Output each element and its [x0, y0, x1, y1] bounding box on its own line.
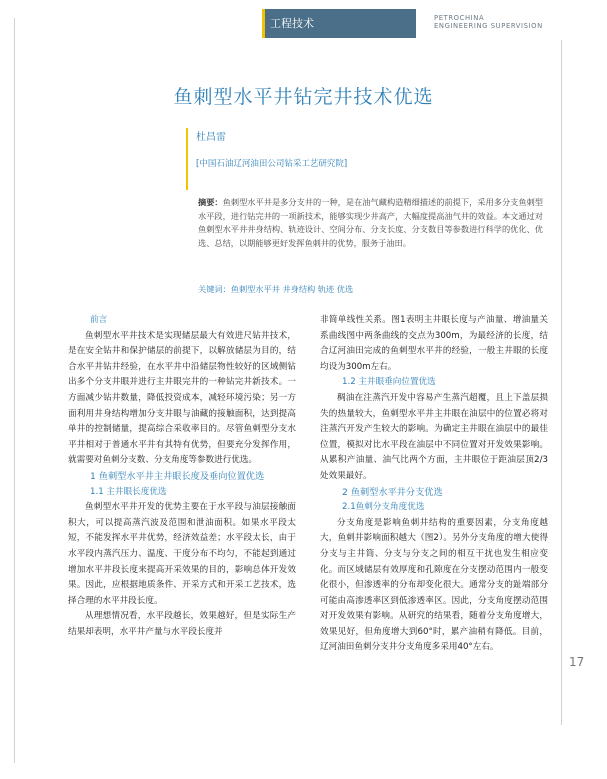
abstract-label: 摘要： — [198, 197, 223, 207]
section-heading-1: 1 鱼刺型水平井主井眼长度及垂向位置优选 — [90, 470, 265, 482]
keywords: 关键词：鱼刺型水平井 井身结构 轨迹 优选 — [198, 284, 354, 294]
body-column-right — [320, 313, 548, 656]
abstract — [198, 196, 543, 250]
section-heading-2: 2 鱼刺型水平井分支优选 — [342, 486, 443, 498]
author-accent-bar — [186, 128, 188, 190]
preface-heading: 前言 — [90, 315, 108, 325]
body-column-left — [68, 313, 296, 640]
journal-name-line1: PETROCHINA — [434, 14, 485, 22]
paragraph-preface: 鱼刺型水平井技术是实现储层最大有效进尺钻井技术，是在安全钻井和保护储层的前提下，以解放储层为目的，结合水平井钻井经验，在水平井中沿储层物性较好的区域侧钻出多个分支井眼并进行主井眼完井的一种钻完井新技术。一方面减少钻井数量，降低投资成本，减轻环境污染；另一方面利用井身结构增加分支井眼与油藏的接触面积，达到提高单井的控制储量，提高综合采收率目的。尽管鱼刺型分支水平井相对于普通水平井有其特有优势，但要充分发挥作用，就需要对鱼刺分支数、分支角度等参数进行优选。 — [68, 330, 296, 466]
paragraph-1-1: 鱼刺型水平井开发的优势主要在于水平段与油层接触面积大，可以提高蒸汽波及范围和泄油面积。如果水平段太短，不能发挥水平井优势，经济效益差；水平段太长，由于水平段内蒸汽压力、温度、干度分布不均匀，不能起到通过增加水平井段长度来提高开采效果的目的，影响总体开发效果。因此，应根据地质条件、开采方式和开采工艺技术，选择合理的水平井段长度。 — [68, 502, 296, 606]
subsection-heading-2-1: 2.1鱼刺分支角度优选 — [342, 502, 425, 513]
journal-name-line2: ENGINEERING SUPERVISION — [434, 22, 543, 30]
journal-name — [434, 14, 554, 30]
page-number: 17 — [569, 655, 585, 669]
abstract-text: 鱼刺型水平井是多分支井的一种，是在油气藏构造精细描述的前提下，采用多分支鱼刺型水平段，进行钻完井的一项新技术，能够实现少井高产，大幅度提高油气井的效益。本文通过对鱼刺型水平井井身结构、轨迹设计、空间分布、分支长度、分支数目等参数进行科学的优化、优选、总结，以期能够更好发挥鱼刺井的优势，服务于油田。 — [198, 197, 543, 248]
author-name: 杜昌雷 — [196, 132, 226, 143]
subsection-heading-1-2: 1.2 主井眼垂向位置优选 — [342, 377, 436, 388]
paragraph-1-2: 稠油在注蒸汽开发中容易产生蒸汽超覆，且上下盖层损失的热量较大，鱼刺型水平井主井眼在油层中的位置必将对注蒸汽开发产生较大的影响。为确定主井眼在油层中的最佳位置，模拟对比水平段在油层中不同位置对开发效果影响。从累积产油量、油气比两个方面，主井眼位于距油层顶2/3处效果最好。 — [320, 392, 548, 481]
right-margin-rule — [561, 40, 562, 725]
paragraph-1-1-cont: 从理想情况看，水平段越长，效果越好，但是实际生产结果却表明，水平井产量与水平段长度并 — [68, 611, 296, 637]
left-margin-rule — [14, 18, 15, 763]
article-title: 鱼刺型水平井钻完井技术优选 — [173, 86, 434, 108]
paragraph-1-1-end: 非简单线性关系。图1表明主井眼长度与产油量、增油量关系曲线图中两条曲线的交点为300m，为最经济的长度，结合辽河油田完成的鱼刺型水平井的经验，一般主井眼的长度均设为300m左右。 — [320, 315, 548, 372]
section-tab-accent — [262, 9, 265, 38]
paragraph-2-1: 分支角度是影响鱼刺井结构的重要因素，分支角度越大，鱼刺井影响面积越大（图2）。另外分支角度的增大使得分支与主井筒、分支与分支之间的相互干扰也发生相应变化。而区域储层有效厚度和孔隙度在分支摆动范围内一般变化很小，但渗透率的分布却变化很大。通常分支的趾端部分可能由高渗透率区到低渗透率区。因此，分支角度摆动范围对开发效果有影响。从研究的结果看，随着分支角度增大，效果见好，但角度增大到60°时，累产油稍有降低。目前，辽河油田鱼刺分支井分支角度多采用40°左右。 — [320, 517, 548, 653]
section-label: 工程技术 — [270, 17, 314, 30]
subsection-heading-1-1: 1.1 主井眼长度优选 — [90, 486, 167, 497]
section-tab — [262, 9, 416, 38]
author-affiliation: [中国石油辽河油田公司钻采工艺研究院] — [196, 159, 348, 169]
